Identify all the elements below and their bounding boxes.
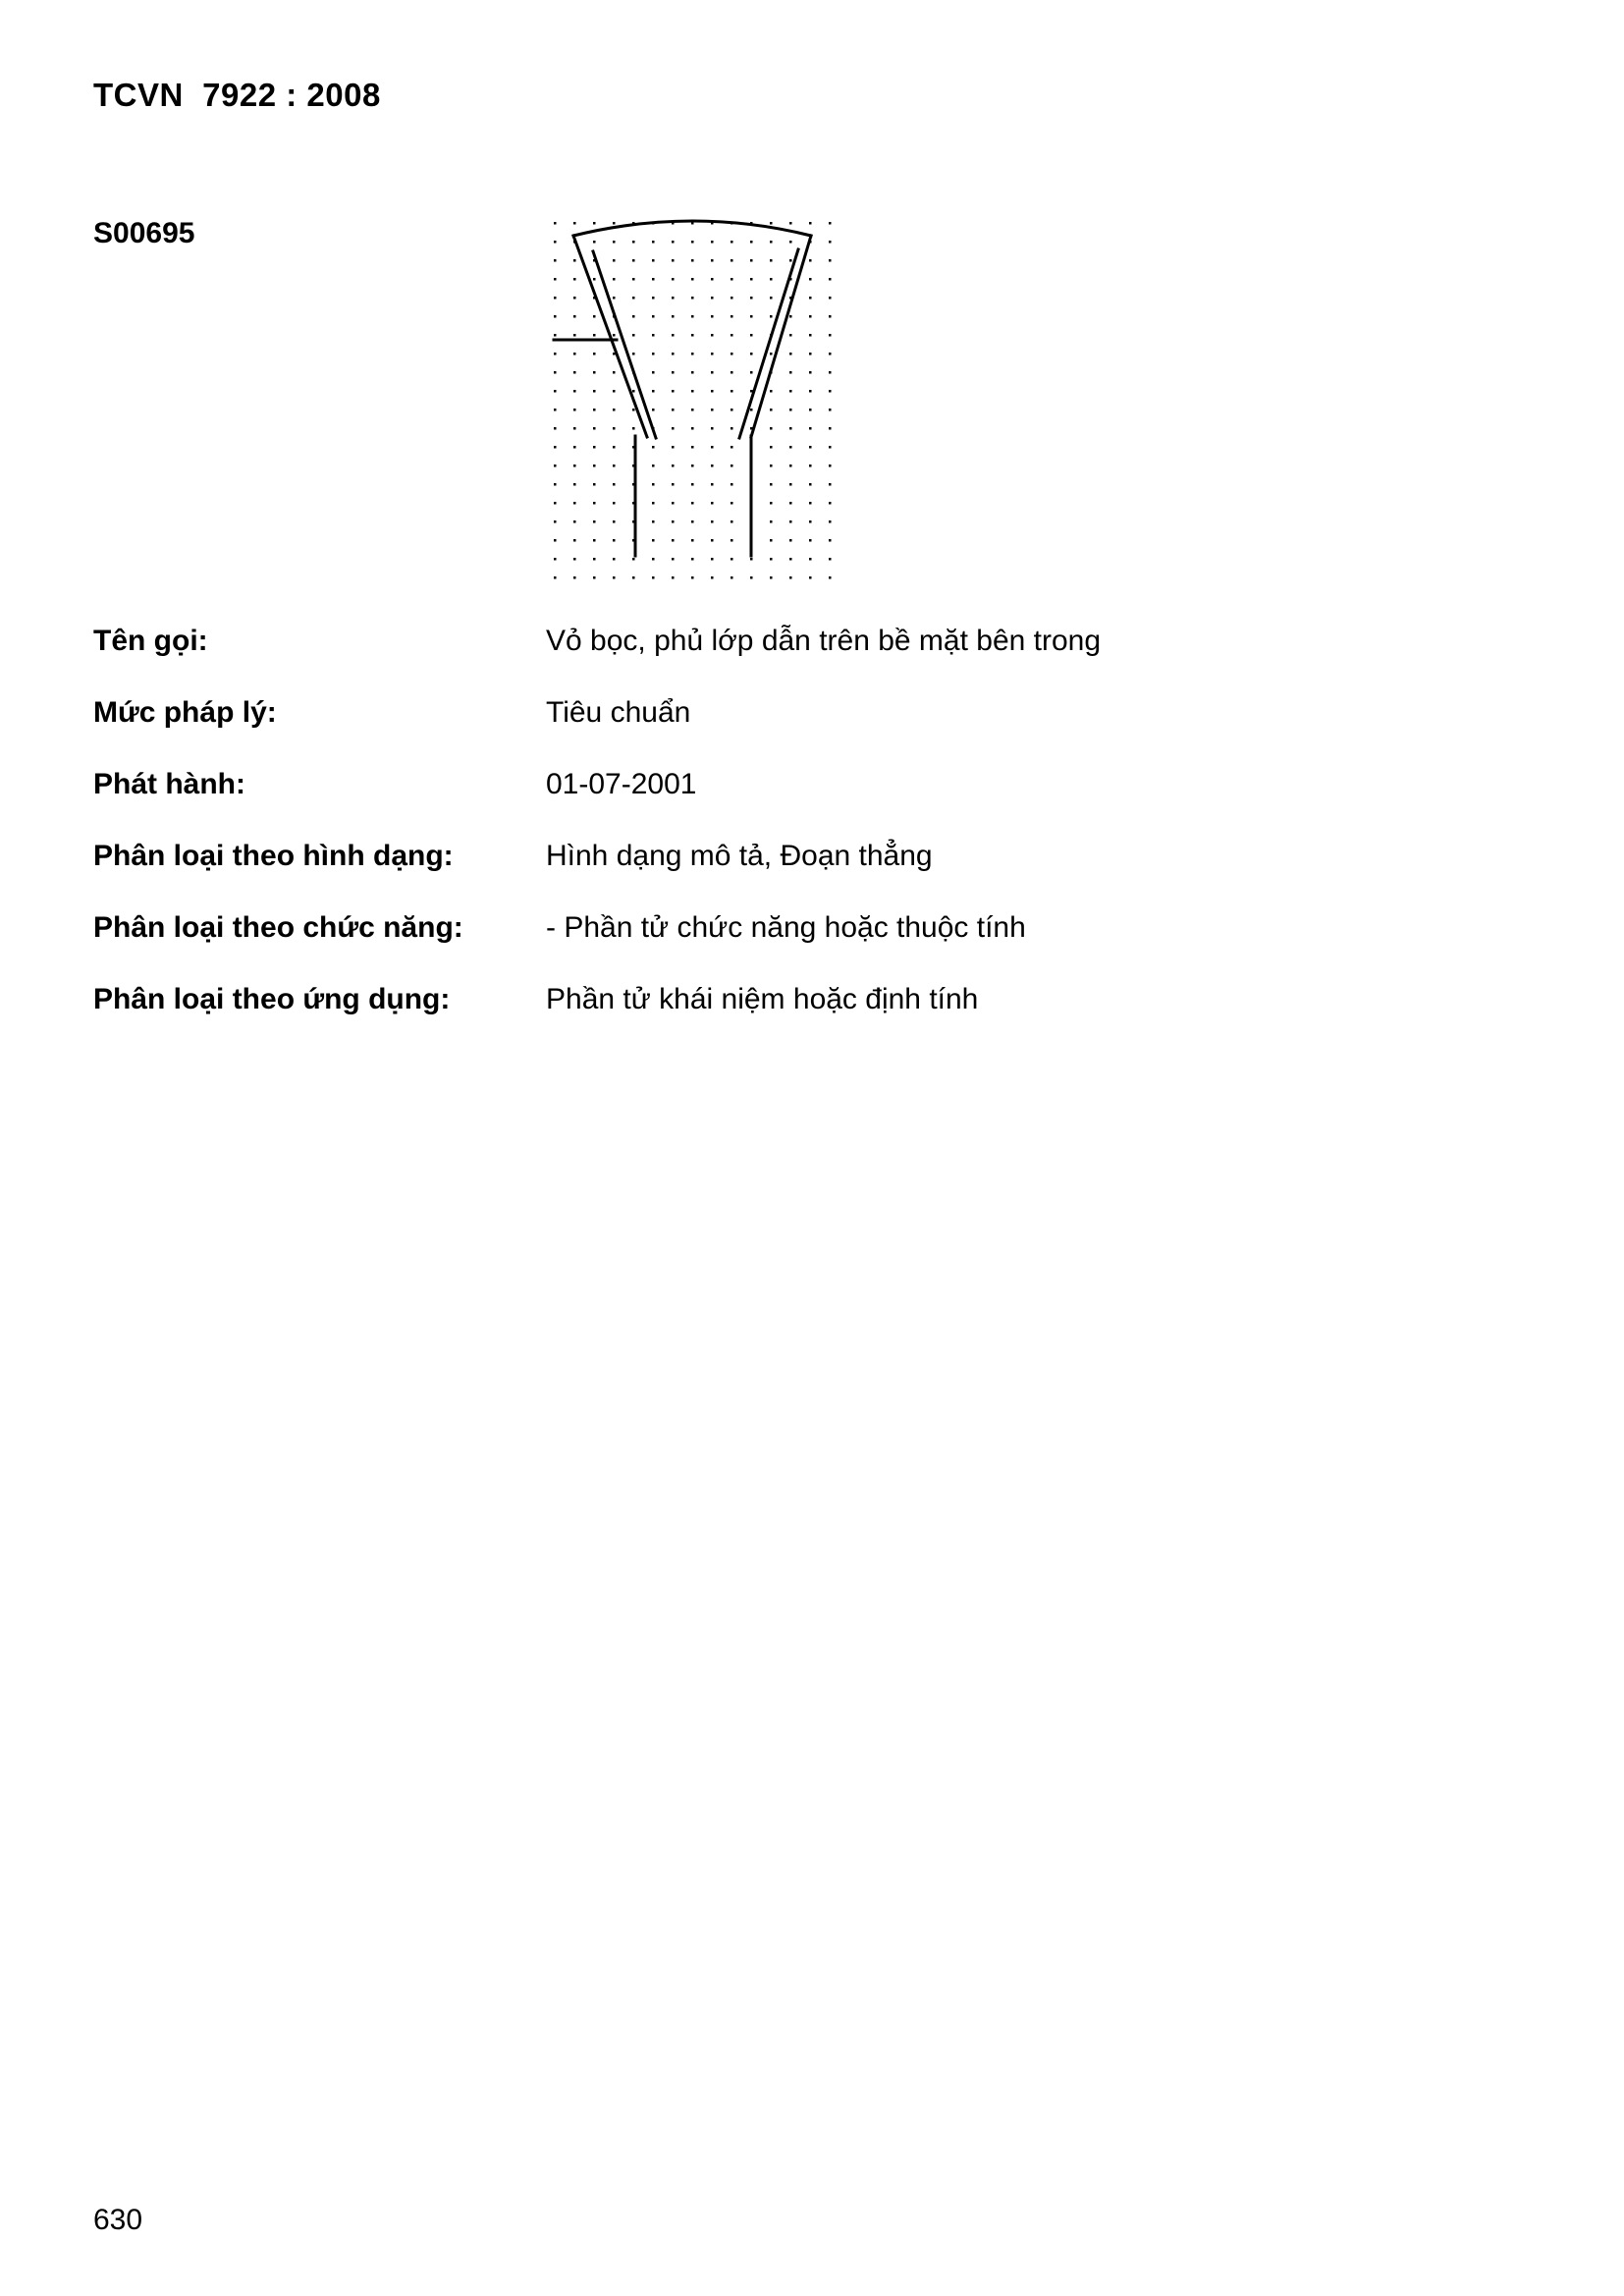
grid-dot bbox=[691, 558, 694, 561]
grid-dot bbox=[809, 409, 812, 411]
grid-dot bbox=[731, 315, 733, 318]
grid-dot bbox=[829, 465, 832, 467]
grid-dot bbox=[632, 297, 635, 300]
grid-dot bbox=[672, 446, 675, 449]
grid-dot bbox=[809, 390, 812, 393]
grid-dot bbox=[593, 409, 596, 411]
grid-dot bbox=[809, 315, 812, 318]
grid-dot bbox=[789, 371, 792, 374]
grid-dot bbox=[672, 278, 675, 281]
grid-dot bbox=[809, 446, 812, 449]
grid-dot bbox=[711, 409, 714, 411]
grid-dot bbox=[652, 241, 655, 244]
grid-dot bbox=[770, 353, 773, 355]
grid-dot bbox=[691, 520, 694, 523]
grid-dot bbox=[652, 409, 655, 411]
field-label: Phát hành: bbox=[93, 768, 245, 800]
grid-dot bbox=[672, 390, 675, 393]
grid-dot bbox=[711, 427, 714, 430]
grid-dot bbox=[809, 427, 812, 430]
grid-dot bbox=[573, 409, 576, 411]
grid-dot bbox=[593, 539, 596, 542]
grid-dot bbox=[593, 390, 596, 393]
grid-dot bbox=[593, 483, 596, 486]
grid-dot bbox=[809, 222, 812, 225]
grid-dot bbox=[613, 502, 616, 505]
field-value: Vỏ bọc, phủ lớp dẫn trên bề mặt bên trong bbox=[546, 625, 1102, 657]
grid-dot bbox=[731, 409, 733, 411]
grid-dot bbox=[613, 371, 616, 374]
grid-dot bbox=[750, 334, 753, 337]
grid-dot bbox=[809, 483, 812, 486]
grid-dot bbox=[829, 539, 832, 542]
grid-dot bbox=[750, 241, 753, 244]
grid-dot bbox=[554, 241, 557, 244]
grid-dot bbox=[829, 520, 832, 523]
field-label: Phân loại theo hình dạng: bbox=[93, 840, 454, 872]
grid-dot bbox=[691, 427, 694, 430]
grid-dot bbox=[829, 222, 832, 225]
grid-dot bbox=[672, 576, 675, 579]
grid-dot bbox=[632, 409, 635, 411]
grid-dot bbox=[711, 520, 714, 523]
field-application-classification bbox=[93, 983, 1370, 1022]
grid-dot bbox=[711, 446, 714, 449]
grid-dot bbox=[750, 371, 753, 374]
grid-dot bbox=[789, 222, 792, 225]
grid-dot bbox=[711, 539, 714, 542]
grid-dot bbox=[711, 241, 714, 244]
grid-dot bbox=[672, 334, 675, 337]
page-number: 630 bbox=[93, 2204, 143, 2236]
grid-dot bbox=[750, 576, 753, 579]
grid-dot bbox=[691, 446, 694, 449]
grid-dot bbox=[829, 315, 832, 318]
grid-dot bbox=[632, 259, 635, 262]
grid-dot bbox=[632, 353, 635, 355]
grid-dot bbox=[829, 390, 832, 393]
grid-dot bbox=[770, 502, 773, 505]
grid-dot bbox=[593, 427, 596, 430]
grid-dot bbox=[672, 539, 675, 542]
grid-dot bbox=[750, 278, 753, 281]
grid-dot bbox=[554, 558, 557, 561]
grid-dot bbox=[672, 241, 675, 244]
grid-dot bbox=[711, 390, 714, 393]
grid-dot bbox=[731, 539, 733, 542]
grid-dot bbox=[573, 371, 576, 374]
grid-dot bbox=[789, 465, 792, 467]
grid-dot bbox=[672, 297, 675, 300]
grid-dot bbox=[809, 353, 812, 355]
grid-dot bbox=[829, 427, 832, 430]
grid-dot bbox=[613, 427, 616, 430]
grid-dot bbox=[691, 297, 694, 300]
grid-dot bbox=[691, 353, 694, 355]
grid-dot bbox=[691, 483, 694, 486]
grid-dot bbox=[829, 576, 832, 579]
grid-dot bbox=[573, 390, 576, 393]
grid-dot bbox=[632, 427, 635, 430]
grid-dot bbox=[789, 483, 792, 486]
grid-dot bbox=[809, 371, 812, 374]
grid-dot bbox=[593, 371, 596, 374]
grid-dot bbox=[731, 427, 733, 430]
grid-dot bbox=[593, 558, 596, 561]
field-label: Phân loại theo chức năng: bbox=[93, 911, 463, 944]
grid-dot bbox=[672, 502, 675, 505]
grid-dot bbox=[613, 520, 616, 523]
grid-dot bbox=[770, 446, 773, 449]
grid-dot bbox=[652, 576, 655, 579]
grid-dot bbox=[809, 334, 812, 337]
sheath-left-outer bbox=[573, 236, 647, 437]
grid-dot bbox=[731, 520, 733, 523]
grid-dot bbox=[613, 576, 616, 579]
field-shape-classification bbox=[93, 840, 1370, 879]
grid-dot bbox=[731, 278, 733, 281]
grid-dot bbox=[691, 465, 694, 467]
grid-dot bbox=[573, 278, 576, 281]
grid-dot bbox=[750, 315, 753, 318]
grid-dot bbox=[789, 259, 792, 262]
grid-dot bbox=[770, 259, 773, 262]
grid-dot bbox=[554, 278, 557, 281]
grid-dot bbox=[770, 539, 773, 542]
field-value: Hình dạng mô tả, Đoạn thẳng bbox=[546, 840, 933, 872]
grid-dot bbox=[554, 371, 557, 374]
grid-dot bbox=[554, 259, 557, 262]
grid-dot bbox=[770, 465, 773, 467]
grid-dot bbox=[554, 520, 557, 523]
grid-dot bbox=[731, 558, 733, 561]
grid-dot bbox=[711, 297, 714, 300]
field-label: Mức pháp lý: bbox=[93, 696, 277, 729]
grid-dot bbox=[691, 371, 694, 374]
grid-dot bbox=[613, 278, 616, 281]
grid-dot bbox=[573, 576, 576, 579]
grid-dot bbox=[554, 427, 557, 430]
document-header: TCVN 7922 : 2008 bbox=[93, 77, 381, 113]
grid-dot bbox=[789, 520, 792, 523]
grid-dot bbox=[750, 259, 753, 262]
grid-dot bbox=[554, 297, 557, 300]
grid-dot bbox=[711, 576, 714, 579]
grid-dot bbox=[593, 222, 596, 225]
grid-dot bbox=[770, 278, 773, 281]
grid-dot bbox=[613, 390, 616, 393]
grid-dot bbox=[573, 465, 576, 467]
grid-dot bbox=[829, 446, 832, 449]
grid-dot bbox=[691, 334, 694, 337]
grid-dot bbox=[731, 371, 733, 374]
grid-dot bbox=[711, 278, 714, 281]
grid-dot bbox=[554, 315, 557, 318]
grid-dot bbox=[829, 297, 832, 300]
grid-dot bbox=[789, 353, 792, 355]
grid-dot bbox=[632, 390, 635, 393]
grid-dot bbox=[672, 465, 675, 467]
sheath-left-inner bbox=[593, 251, 656, 438]
grid-dot bbox=[573, 297, 576, 300]
grid-dot bbox=[770, 576, 773, 579]
grid-dot bbox=[632, 334, 635, 337]
grid-dot bbox=[770, 483, 773, 486]
grid-dot bbox=[593, 576, 596, 579]
grid-dot bbox=[613, 465, 616, 467]
grid-dot bbox=[770, 558, 773, 561]
grid-dot bbox=[573, 353, 576, 355]
grid-dot bbox=[573, 315, 576, 318]
grid-dot bbox=[711, 502, 714, 505]
grid-dot bbox=[789, 390, 792, 393]
grid-dot bbox=[554, 334, 557, 337]
grid-dot bbox=[829, 409, 832, 411]
grid-dot bbox=[809, 520, 812, 523]
grid-dot bbox=[554, 465, 557, 467]
grid-dot bbox=[672, 315, 675, 318]
grid-dot bbox=[573, 539, 576, 542]
grid-dot bbox=[789, 558, 792, 561]
grid-dot bbox=[613, 539, 616, 542]
grid-dot bbox=[652, 502, 655, 505]
grid-dot bbox=[652, 259, 655, 262]
field-name bbox=[93, 625, 1370, 664]
grid-dot bbox=[731, 334, 733, 337]
grid-dot bbox=[652, 278, 655, 281]
grid-dot bbox=[593, 278, 596, 281]
grid-dot bbox=[554, 539, 557, 542]
grid-dot bbox=[770, 315, 773, 318]
grid-dot bbox=[672, 558, 675, 561]
grid-dot bbox=[672, 520, 675, 523]
grid-dot bbox=[632, 278, 635, 281]
grid-dot bbox=[632, 576, 635, 579]
grid-dot bbox=[829, 371, 832, 374]
grid-dot bbox=[652, 446, 655, 449]
grid-dot bbox=[573, 502, 576, 505]
grid-dot bbox=[691, 576, 694, 579]
grid-dot bbox=[711, 465, 714, 467]
grid-dot bbox=[750, 558, 753, 561]
grid-dot bbox=[711, 371, 714, 374]
grid-dot bbox=[672, 259, 675, 262]
grid-dot bbox=[731, 465, 733, 467]
field-legal-level bbox=[93, 696, 1370, 736]
grid-dot bbox=[829, 353, 832, 355]
field-value: 01-07-2001 bbox=[546, 768, 697, 800]
grid-dot bbox=[652, 297, 655, 300]
grid-dot bbox=[593, 465, 596, 467]
grid-dot bbox=[731, 446, 733, 449]
grid-dot bbox=[711, 353, 714, 355]
symbol-lines bbox=[554, 221, 811, 556]
grid-dot bbox=[672, 483, 675, 486]
field-function-classification bbox=[93, 911, 1370, 951]
grid-dot bbox=[652, 371, 655, 374]
grid-dot bbox=[672, 353, 675, 355]
grid-dot bbox=[770, 241, 773, 244]
grid-dot bbox=[789, 409, 792, 411]
grid-dot bbox=[691, 409, 694, 411]
field-value: - Phần tử chức năng hoặc thuộc tính bbox=[546, 911, 1026, 944]
grid-dot bbox=[573, 520, 576, 523]
grid-dot bbox=[593, 334, 596, 337]
grid-dot bbox=[652, 520, 655, 523]
grid-dot bbox=[731, 576, 733, 579]
grid-dot bbox=[613, 446, 616, 449]
grid-dot bbox=[711, 259, 714, 262]
grid-dot bbox=[829, 558, 832, 561]
grid-dot bbox=[672, 371, 675, 374]
grid-dot bbox=[711, 334, 714, 337]
grid-dot bbox=[593, 353, 596, 355]
grid-dot bbox=[731, 502, 733, 505]
grid-dot bbox=[573, 334, 576, 337]
grid-dot bbox=[809, 465, 812, 467]
grid-dot bbox=[829, 259, 832, 262]
grid-dot bbox=[789, 241, 792, 244]
grid-dot bbox=[750, 353, 753, 355]
field-value: Phần tử khái niệm hoặc định tính bbox=[546, 983, 979, 1015]
sheath-right-outer bbox=[751, 236, 811, 437]
grid-dot bbox=[829, 334, 832, 337]
grid-dot bbox=[554, 409, 557, 411]
grid-dot bbox=[652, 558, 655, 561]
symbol-figure-icon bbox=[546, 214, 840, 579]
grid-dot bbox=[672, 409, 675, 411]
grid-dot bbox=[613, 241, 616, 244]
grid-dot bbox=[789, 446, 792, 449]
grid-dot bbox=[593, 520, 596, 523]
grid-dot bbox=[770, 427, 773, 430]
grid-dot bbox=[691, 539, 694, 542]
grid-dot bbox=[613, 409, 616, 411]
grid-dot bbox=[554, 390, 557, 393]
grid-dot bbox=[789, 576, 792, 579]
grid-dot bbox=[770, 222, 773, 225]
grid-dot bbox=[770, 409, 773, 411]
grid-dot bbox=[691, 502, 694, 505]
grid-dot bbox=[770, 390, 773, 393]
grid-dot bbox=[652, 465, 655, 467]
field-value: Tiêu chuẩn bbox=[546, 696, 691, 729]
grid-dot bbox=[613, 222, 616, 225]
grid-dot bbox=[593, 315, 596, 318]
grid-dot bbox=[809, 558, 812, 561]
grid-dot bbox=[554, 576, 557, 579]
grid-dot bbox=[554, 353, 557, 355]
grid-dot bbox=[554, 502, 557, 505]
grid-dot bbox=[789, 315, 792, 318]
grid-dot bbox=[593, 502, 596, 505]
grid-dot bbox=[711, 483, 714, 486]
field-label: Tên gọi: bbox=[93, 625, 208, 657]
grid-dot bbox=[613, 259, 616, 262]
field-label: Phân loại theo ứng dụng: bbox=[93, 983, 451, 1015]
grid-dot bbox=[652, 539, 655, 542]
grid-dot bbox=[652, 390, 655, 393]
grid-dot bbox=[691, 241, 694, 244]
grid-dot bbox=[573, 483, 576, 486]
grid-dot bbox=[809, 278, 812, 281]
grid-dot bbox=[613, 297, 616, 300]
grid-dot bbox=[829, 483, 832, 486]
grid-dot bbox=[652, 483, 655, 486]
grid-dot bbox=[789, 539, 792, 542]
grid-dot bbox=[829, 502, 832, 505]
grid-dot bbox=[691, 278, 694, 281]
grid-dot bbox=[770, 297, 773, 300]
grid-dot bbox=[691, 315, 694, 318]
grid-dot bbox=[652, 315, 655, 318]
grid-dot bbox=[652, 334, 655, 337]
grid-dot bbox=[691, 390, 694, 393]
grid-dot bbox=[711, 558, 714, 561]
grid-dot bbox=[770, 520, 773, 523]
grid-dot bbox=[672, 427, 675, 430]
grid-dot bbox=[593, 241, 596, 244]
grid-dot bbox=[632, 315, 635, 318]
grid-dot bbox=[829, 241, 832, 244]
grid-dot bbox=[593, 446, 596, 449]
grid-dot bbox=[613, 483, 616, 486]
grid-dot bbox=[613, 558, 616, 561]
grid-dot bbox=[613, 334, 616, 337]
grid-dot bbox=[573, 259, 576, 262]
grid-dot bbox=[750, 409, 753, 411]
grid-dot bbox=[554, 222, 557, 225]
grid-dot bbox=[573, 222, 576, 225]
grid-dot bbox=[809, 539, 812, 542]
symbol-id: S00695 bbox=[93, 217, 195, 249]
grid-dot bbox=[809, 576, 812, 579]
grid-dot bbox=[573, 427, 576, 430]
grid-dot bbox=[573, 558, 576, 561]
grid-dot bbox=[829, 278, 832, 281]
grid-dot bbox=[789, 334, 792, 337]
grid-dot bbox=[731, 483, 733, 486]
grid-dot bbox=[554, 446, 557, 449]
grid-dot bbox=[731, 297, 733, 300]
grid-dot bbox=[731, 353, 733, 355]
grid-dot bbox=[632, 241, 635, 244]
grid-dot bbox=[789, 502, 792, 505]
grid-dot bbox=[731, 259, 733, 262]
grid-dot bbox=[731, 241, 733, 244]
grid-dot bbox=[632, 558, 635, 561]
grid-dot bbox=[809, 259, 812, 262]
grid-dot bbox=[789, 427, 792, 430]
grid-dot bbox=[809, 297, 812, 300]
grid-dot bbox=[809, 502, 812, 505]
grid-dot bbox=[750, 297, 753, 300]
grid-dot bbox=[652, 353, 655, 355]
grid-dot bbox=[573, 446, 576, 449]
grid-dot bbox=[711, 315, 714, 318]
grid-dot bbox=[731, 390, 733, 393]
grid-dot bbox=[554, 483, 557, 486]
field-issued bbox=[93, 768, 1370, 807]
grid-dot bbox=[691, 259, 694, 262]
